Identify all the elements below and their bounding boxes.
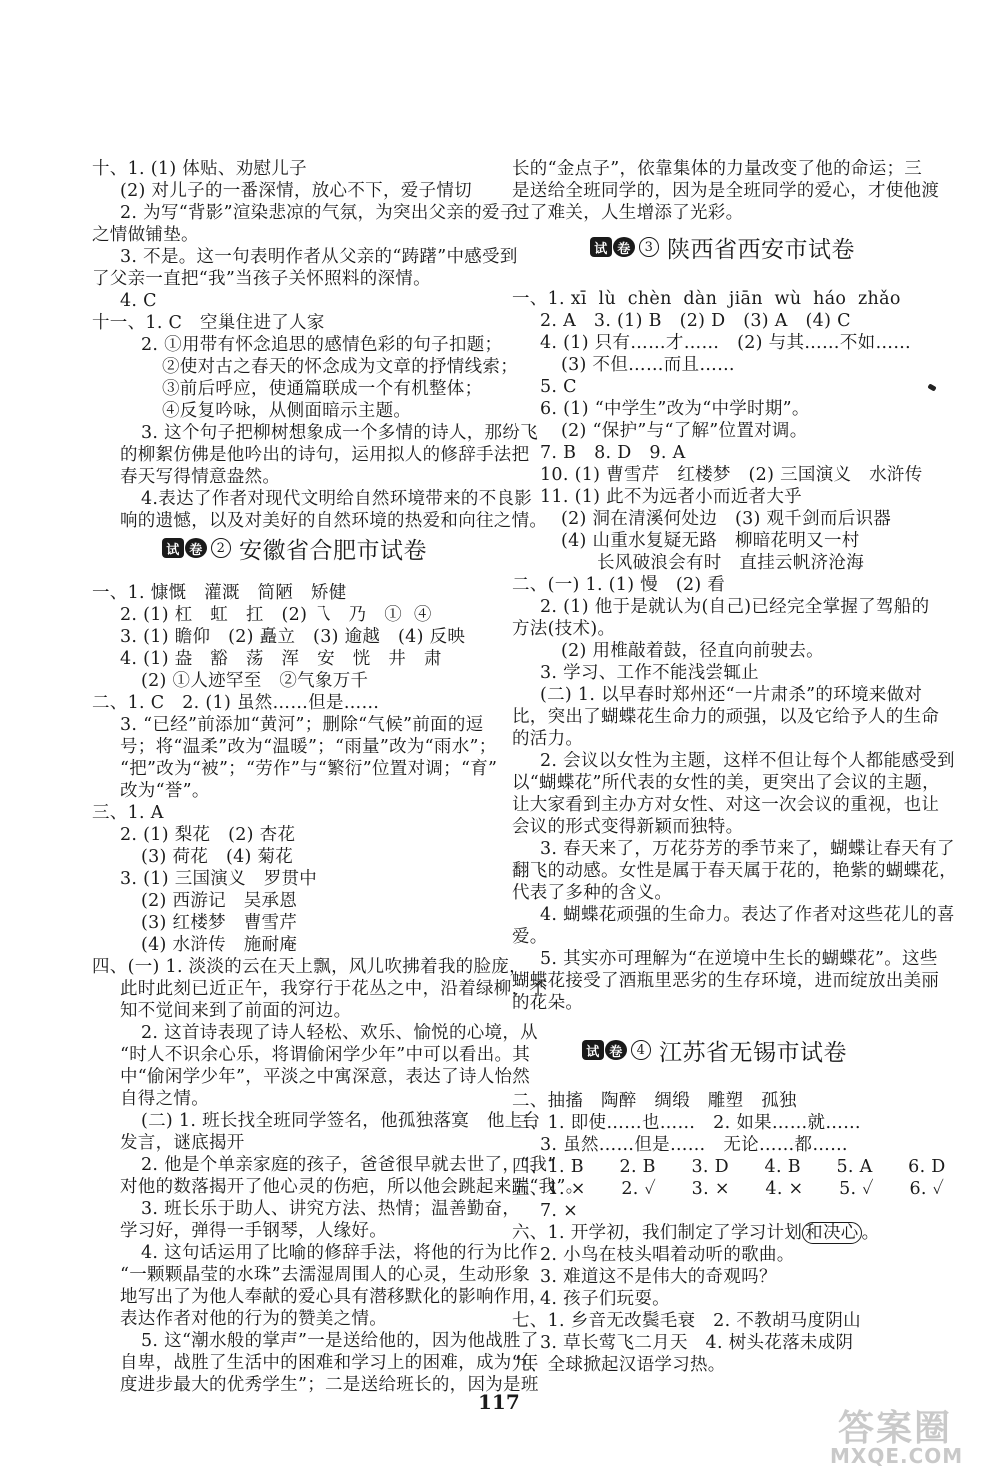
answer-line: 三、1. 即使……也…… 2. 如果……就……: [512, 1113, 861, 1133]
answer-line: 长风破浪会有时 直挂云帆济沧海: [597, 553, 864, 573]
section-heading-2: [162, 528, 427, 568]
answer-line: “时人不识余心乐，将谓偷闲学少年”中可以看出。其: [120, 1045, 531, 1065]
page-number: 117: [478, 1390, 520, 1414]
answer-line: 2. 小鸟在枝头唱着动听的歌曲。: [540, 1245, 795, 1265]
answer-line: 3. 不是。这一句表明作者从父亲的“踌躇”中感受到: [120, 247, 518, 267]
answer-line: (3) 不但……而且……: [561, 355, 735, 375]
answer-line: 3. “已经”前添加“黄河”；删除“气候”前面的逗: [120, 715, 484, 735]
answer-line: 2. 为写“背影”渲染悲凉的气氛，为突出父亲的爱子: [120, 203, 518, 223]
answer-line: 4. 这句话运用了比喻的修辞手法，将他的行为比作: [141, 1243, 538, 1263]
section-heading-4: [582, 1030, 847, 1070]
exam-seal-icon: 卷: [605, 1040, 627, 1060]
exam-seal-icon: 卷: [613, 237, 635, 257]
section-title: 江苏省无锡市试卷: [659, 1039, 847, 1066]
answer-line: 三、1. A: [92, 803, 164, 823]
answer-line: ②使对古之春天的怀念成为文章的抒情线索；: [162, 357, 518, 377]
answer-line: 的柳絮仿佛是他吟出的诗句，运用拟人的修辞手法把: [120, 445, 530, 465]
answer-line: 发言，谜底揭开: [120, 1133, 245, 1153]
answer-line: 3. 草长莺飞二月天 4. 树头花落未成阴: [540, 1333, 854, 1353]
answer-line: “把”改为“被”；“劳作”与“繁衍”位置对调；“育”: [120, 759, 498, 779]
answer-line: 让大家看到主办方对女性、对这一次会议的重视，也让: [512, 795, 940, 815]
answer-line: (3) 红楼梦 曹雪芹: [141, 913, 298, 933]
answer-line: 翻飞的动感。女性是属于春天属于花的，艳紫的蝴蝶花，: [512, 861, 957, 881]
answer-line: 表达作者对他的行为的赞美之情。: [120, 1309, 387, 1329]
answer-line: 此时此刻已近正午，我穿行于花丛之中，沿着绿柳，不: [120, 979, 548, 999]
answer-line: (2) “保护”与“了解”位置对调。: [561, 421, 808, 441]
answer-line: 二、1. C 2. (1) 虽然……但是……: [92, 693, 380, 713]
answer-line: 九、全球掀起汉语学习热。: [512, 1355, 726, 1375]
section-title: 安徽省合肥市试卷: [239, 537, 427, 564]
answer-line: 代表了多种的含义。: [512, 883, 673, 903]
answer-line: 四、1. B 2. B 3. D 4. B 5. A 6. D: [512, 1157, 946, 1177]
answer-line: 比，突出了蝴蝶花生命力的顽强，以及它给予人的生命: [512, 707, 940, 727]
answer-line: 3. 班长乐于助人、讲究方法、热情；温善勤奋，: [141, 1199, 521, 1219]
exam-seal-icon: 卷: [185, 538, 207, 558]
answer-line: 4.表达了作者对现代文明给自然环境带来的不良影: [141, 489, 533, 509]
answer-line: 4. 孩子们玩耍。: [540, 1289, 670, 1309]
answer-line: 3. 春天来了，万花芬芳的季节来了，蝴蝶让春天有了: [540, 839, 955, 859]
answer-line: (2) ①人迹罕至 ②气象万千: [141, 671, 369, 691]
section-number: 2: [211, 538, 231, 558]
answer-line: (2) 洞在清溪何处边 (3) 观千剑而后识器: [561, 509, 892, 529]
answer-line: 了父亲一直把“我”当孩子关怀照料的深情。: [92, 269, 431, 289]
answer-line: 号；将“温柔”改为“温暖”；“雨量”改为“雨水”；: [120, 737, 497, 757]
answer-line: ③前后呼应，使通篇联成一个有机整体；: [162, 379, 483, 399]
answer-line: 改为“誉”。: [120, 781, 210, 801]
answer-line: 长的“金点子”，依靠集体的力量改变了他的命运；三: [512, 159, 923, 179]
answer-line: 2. (1) 梨花 (2) 杏花: [120, 825, 296, 845]
answer-line: (4) 水浒传 施耐庵: [141, 935, 298, 955]
watermark-logo: [820, 1400, 980, 1470]
watermark-url: MXQE.COM: [830, 1444, 964, 1468]
answer-line: 的花朵。: [512, 993, 584, 1013]
answer-line: 四、(一) 1. 淡淡的云在天上飘，风儿吹拂着我的脸庞，: [92, 957, 527, 977]
answer-line: 之情做铺垫。: [92, 225, 199, 245]
answer-line: 一、1. 慷慨 灌溉 简陋 矫健: [92, 583, 347, 603]
answer-line: (2) 西游记 吴承恩: [141, 891, 298, 911]
answer-line: 十一、1. C 空巢住进了人家: [92, 313, 325, 333]
answer-line: 五、1. × 2. ✓ 3. × 4. × 5. ✓ 6. ✓: [512, 1179, 945, 1199]
answer-line: (2) 对儿子的一番深情，放心不下，爱子情切: [120, 181, 472, 201]
answer-line: 爱。: [512, 927, 548, 947]
answer-line: 4. C: [120, 291, 157, 311]
answer-line: 六、1. 开学初，我们制定了学习计划 和决心 。: [512, 1223, 880, 1243]
answer-line: 七、1. 乡音无改鬓毛衰 2. 不教胡马度阴山: [512, 1311, 861, 1331]
answer-line: 学习好，弹得一手钢琴，人缘好。: [120, 1221, 387, 1241]
answer-line: 中“偷闲学少年”，平淡之中寓深意，表达了诗人怡然: [120, 1067, 531, 1087]
answer-line: (二) 1. 以早春时郑州还“一片肃杀”的环境来做对: [540, 685, 923, 705]
answer-line: 2. (1) 杠 虹 扛 (2) 乁 乃 ① ④: [120, 605, 432, 625]
answer-line: 知不觉间来到了前面的河边。: [120, 1001, 352, 1021]
answer-line: 3. 难道这不是伟大的奇观吗？: [540, 1267, 777, 1287]
answer-line: 10. (1) 曹雪芹 红楼梦 (2) 三国演义 水浒传: [540, 465, 923, 485]
answer-line: 11. (1) 此不为远者小而近者大乎: [540, 487, 802, 507]
answer-line: 5. C: [540, 377, 577, 397]
answer-line: (4) 山重水复疑无路 柳暗花明又一村: [561, 531, 860, 551]
answer-line: ④反复吟咏，从侧面暗示主题。: [162, 401, 412, 421]
answer-line: (二) 1. 班长找全班同学签名，他孤独落寞 他上台: [141, 1111, 541, 1131]
answer-line: 3. 这个句子把柳树想象成一个多情的诗人，那纷飞: [141, 423, 538, 443]
answer-line: 2. 会议以女性为主题，这样不但让每个人都能感受到: [540, 751, 955, 771]
answer-line: 2. (1) 他于是就认为(自己)已经完全掌握了驾船的: [540, 597, 930, 617]
exam-seal-icon: 试: [582, 1040, 604, 1060]
answer-line: 度进步最大的优秀学生”；二是送给班长的，因为是班: [120, 1375, 539, 1395]
answer-line: 自卑，战胜了生活中的困难和学习上的困难，成为“年: [120, 1353, 539, 1373]
exam-seal-icon: 试: [590, 237, 612, 257]
answer-line: 4. (1) 只有……才…… (2) 与其……不如……: [540, 333, 912, 353]
answer-line: 7. ×: [540, 1201, 579, 1221]
answer-line: 十、1. (1) 体贴、劝慰儿子: [92, 159, 307, 179]
answer-line: 6. (1) “中学生”改为“中学时期”。: [540, 399, 810, 419]
section-number: 4: [631, 1040, 651, 1060]
exam-seal-icon: 试: [162, 538, 184, 558]
answer-line: 过了难关，人生增添了光彩。: [512, 203, 744, 223]
answer-line: 3. 学习、工作不能浅尝辄止: [540, 663, 759, 683]
scan-speck: [927, 383, 936, 391]
answer-line: (3) 荷花 (4) 菊花: [141, 847, 294, 867]
answer-line: 自得之情。: [120, 1089, 209, 1109]
answer-line: 5. 其实亦可理解为“在逆境中生长的蝴蝶花”。这些: [540, 949, 938, 969]
answer-line: 会议的形式变得新颖而独特。: [512, 817, 744, 837]
watermark-text: 答案圈: [838, 1408, 953, 1449]
answer-line: 5. 这“潮水般的掌声”一是送给他的，因为他战胜了: [141, 1331, 539, 1351]
answer-line: 地写出了为他人奉献的爱心具有潜移默化的影响作用，: [120, 1287, 548, 1307]
answer-line: 的活力。: [512, 729, 584, 749]
answer-line: 对他的数落揭开了他心灵的伤疤，所以他会跳起来踹“我”。: [120, 1177, 584, 1197]
answer-line: 春天写得情意盎然。: [120, 467, 281, 487]
answer-line: 4. 蝴蝶花顽强的生命力。表达了作者对这些花儿的喜: [540, 905, 955, 925]
answer-line: 方法(技术)。: [512, 619, 616, 639]
answer-line: 3. 虽然……但是…… 无论……都……: [540, 1135, 848, 1155]
answer-line: 一、1. xī lù chèn dàn jiān wù háo zhǎo: [512, 289, 901, 309]
answer-line: 3. (1) 瞻仰 (2) 矗立 (3) 逾越 (4) 反映: [120, 627, 466, 647]
circled-correction: 和决心: [802, 1222, 861, 1244]
answer-line: 2. ①用带有怀念追思的感情色彩的句子扣题；: [141, 335, 503, 355]
answer-line: 是送给全班同学的，因为是全班同学的爱心，才使他渡: [512, 181, 940, 201]
answer-line: 3. (1) 三国演义 罗贯中: [120, 869, 318, 889]
answer-line: 4. (1) 盎 豁 荡 浑 安 恍 井 肃: [120, 649, 442, 669]
answer-line: “一颗颗晶莹的水珠”去濡湿周围人的心灵，生动形象: [120, 1265, 531, 1285]
answer-line: 7. B 8. D 9. A: [540, 443, 686, 463]
answer-line: 2. A 3. (1) B (2) D (3) A (4) C: [540, 311, 851, 331]
answer-line: 2. 他是个单亲家庭的孩子，爸爸很早就去世了，“我”: [141, 1155, 557, 1175]
section-title: 陕西省西安市试卷: [667, 236, 855, 263]
answer-line: 蝴蝶花接受了酒瓶里恶劣的生存环境，进而绽放出美丽: [512, 971, 940, 991]
answer-line: (2) 用椎敲着鼓，径直向前驶去。: [561, 641, 824, 661]
answer-line: 以“蝴蝶花”所代表的女性的美，更突出了会议的主题，: [512, 773, 940, 793]
section-heading-3: [590, 227, 855, 267]
answer-line: 响的遗憾，以及对美好的自然环境的热爱和向往之情。: [120, 511, 548, 531]
answer-line: 二、抽搐 陶醉 绸缎 雕塑 孤独: [512, 1091, 797, 1111]
section-number: 3: [639, 237, 659, 257]
answer-line: 二、(一) 1. (1) 慢 (2) 看: [512, 575, 726, 595]
answer-line: 2. 这首诗表现了诗人轻松、欢乐、愉悦的心境，从: [141, 1023, 538, 1043]
